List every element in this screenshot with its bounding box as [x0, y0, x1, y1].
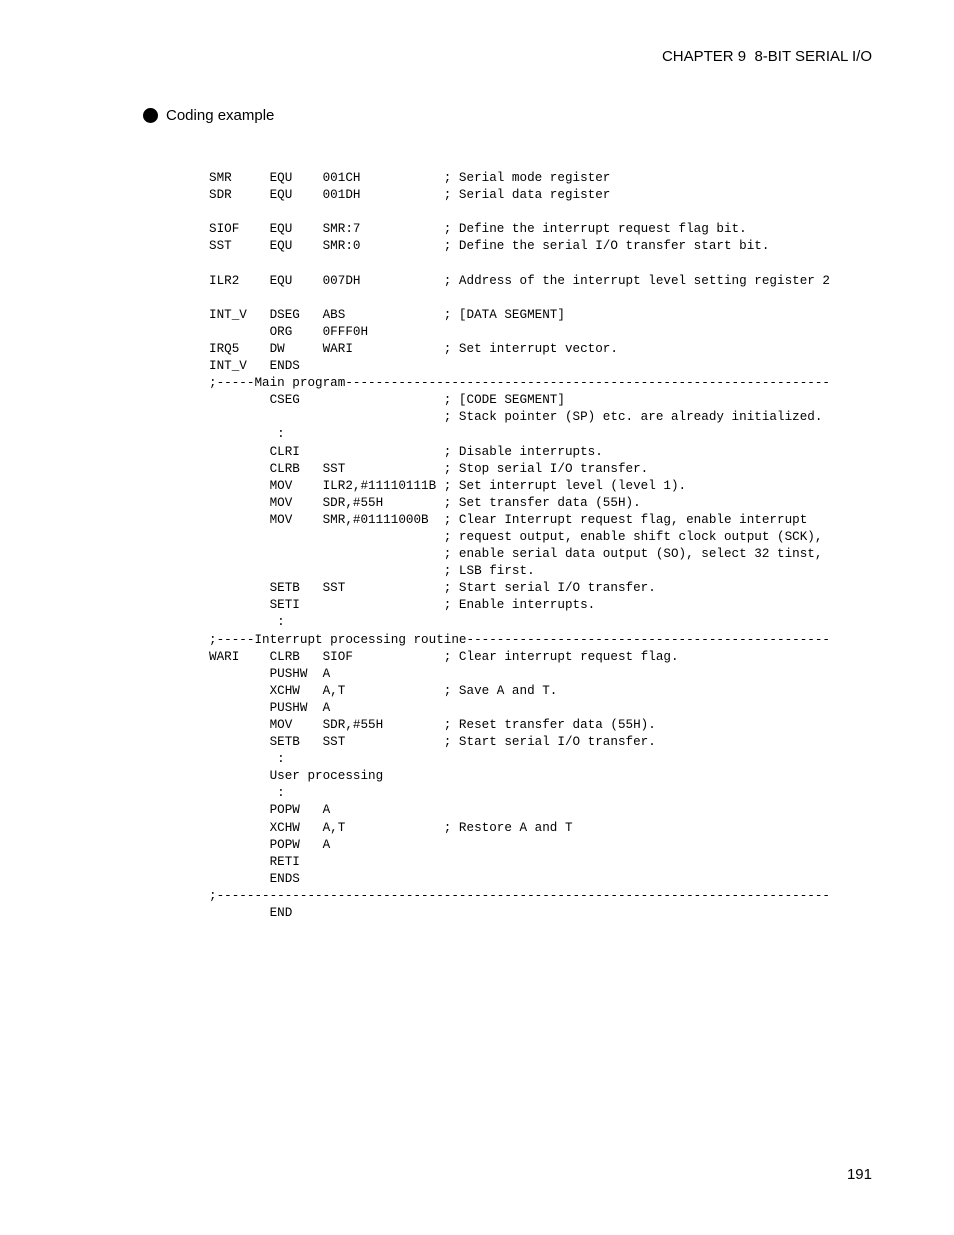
code-line: ; Stack pointer (SP) etc. are already initialized.: [209, 410, 823, 425]
code-line: [209, 255, 830, 272]
code-line: :: [209, 786, 285, 801]
code-line: INT_V DSEG ABS ; [DATA SEGMENT]: [209, 307, 565, 322]
code-line: ORG 0FFF0H: [209, 324, 369, 339]
code-line: :: [209, 752, 285, 767]
code-line: SMR EQU 001CH ; Serial mode register: [209, 171, 611, 185]
code-line: SETB SST ; Start serial I/O transfer.: [209, 581, 656, 596]
code-line: PUSHW A: [209, 700, 331, 715]
code-line: ; enable serial data output (SO), select 32 tinst,: [209, 547, 823, 562]
section-heading: [143, 107, 274, 124]
filled-circle-icon: [143, 108, 158, 123]
code-line: SETI ; Enable interrupts.: [209, 598, 596, 613]
code-line: MOV SDR,#55H ; Reset transfer data (55H).: [209, 718, 656, 732]
code-line: RETI: [209, 854, 300, 869]
code-line: ILR2 EQU 007DH ; Address of the interrupt level setting register 2: [209, 273, 831, 288]
code-line: [209, 204, 830, 221]
code-listing: [209, 170, 830, 922]
code-line: [209, 290, 830, 307]
code-line: MOV SDR,#55H ; Set transfer data (55H).: [209, 495, 641, 510]
chapter-header: CHAPTER 9 8-BIT SERIAL I/O: [661, 48, 872, 65]
code-line: WARI CLRB SIOF ; Clear interrupt request flag.: [209, 649, 679, 664]
code-line: SST EQU SMR:0 ; Define the serial I/O transfer start bit.: [209, 239, 770, 254]
code-line: PUSHW A: [209, 666, 331, 681]
code-line: MOV SMR,#01111000B ; Clear Interrupt request flag, enable interrupt: [209, 512, 808, 527]
code-line: SIOF EQU SMR:7 ; Define the interrupt request flag bit.: [209, 222, 747, 237]
code-line: :: [209, 615, 285, 630]
code-line: ENDS: [209, 871, 300, 886]
code-line: ;---------------------------------------------------------------------------------: [209, 888, 831, 903]
code-line: END: [209, 906, 293, 921]
code-line: CLRI ; Disable interrupts.: [209, 444, 603, 459]
code-line: SETB SST ; Start serial I/O transfer.: [209, 735, 656, 750]
code-line: IRQ5 DW WARI ; Set interrupt vector.: [209, 341, 618, 356]
code-line: XCHW A,T ; Restore A and T: [209, 820, 573, 835]
code-line: SDR EQU 001DH ; Serial data register: [209, 188, 611, 203]
code-line: CLRB SST ; Stop serial I/O transfer.: [209, 461, 649, 476]
code-line: POPW A: [209, 803, 331, 818]
code-line: CSEG ; [CODE SEGMENT]: [209, 393, 565, 408]
code-line: INT_V ENDS: [209, 359, 300, 374]
code-line: MOV ILR2,#11110111B ; Set interrupt level (level 1).: [209, 478, 687, 493]
code-line: ; LSB first.: [209, 564, 535, 579]
code-line: :: [209, 427, 285, 442]
page-number: 191: [846, 1166, 872, 1183]
code-line: ;-----Interrupt processing routine------------------------------------------------: [209, 632, 831, 647]
code-line: User processing: [209, 769, 384, 784]
code-line: ;-----Main program----------------------------------------------------------------: [209, 376, 831, 391]
section-title: Coding example: [166, 107, 275, 124]
code-line: ; request output, enable shift clock output (SCK),: [209, 529, 823, 544]
code-line: XCHW A,T ; Save A and T.: [209, 683, 558, 698]
code-line: POPW A: [209, 837, 331, 852]
